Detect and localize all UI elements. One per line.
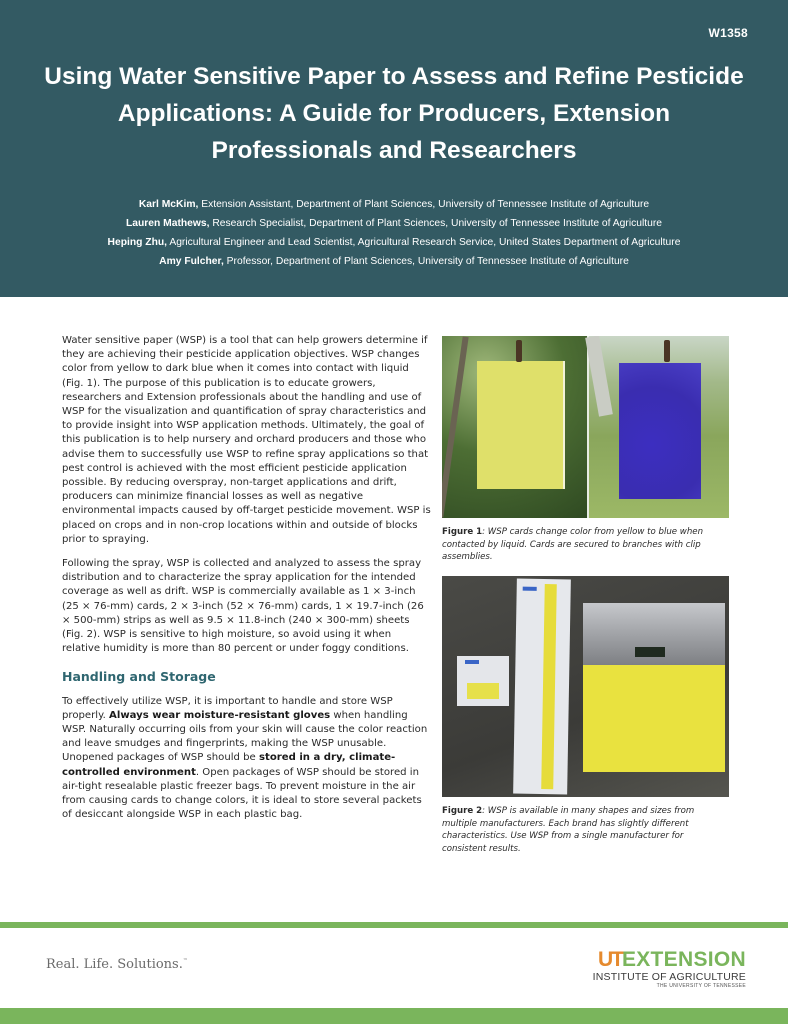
caption-text: : WSP is available in many shapes and sizes from multiple manufacturers. Each brand has slightly different characteristics. Use WSP from a single manufacturer for consistent results.	[442, 806, 695, 854]
author-affiliation: Professor, Department of Plant Sciences, University of Tennessee Institute of Agriculture	[223, 256, 629, 267]
emphasis-storage: stored in a dry, climate-controlled environment	[62, 752, 396, 778]
logo-institute-text: INSTITUTE OF AGRICULTURE	[592, 971, 746, 983]
brand-logo-icon	[523, 587, 537, 591]
author-line	[20, 214, 768, 233]
handling-paragraph	[62, 695, 432, 823]
figure-2	[442, 576, 729, 855]
tagline	[46, 957, 188, 972]
wsp-sheet-bag	[583, 603, 725, 665]
title-banner	[0, 0, 788, 297]
availability-paragraph: Following the spray, WSP is collected and analyzed to assess the spray distribution and to characterize the spray application for the intended coverage as well as drift. WSP is commercially available as 1 × 3-inch (25 × 76-mm) cards, 2 × 3-inch (52 × 76-mm) cards, 1 × 19.7-inch (26 × 500-mm) strips as well as 9.5 × 11.8-inch (240 × 300-mm) sheets (Fig. 2). WSP is sensitive to high moisture, so avoid using it when relative humidity is more than 80 percent or under foggy conditions.	[62, 558, 424, 655]
figure-label: Figure 2	[442, 806, 483, 816]
author-name: Amy Fulcher,	[159, 256, 224, 267]
author-affiliation: Extension Assistant, Department of Plant Sciences, University of Tennessee Institute of Agriculture	[198, 199, 650, 210]
author-affiliation: Agricultural Engineer and Lead Scientist, Agricultural Research Service, United States Department of Agriculture	[167, 237, 681, 248]
publication-number: W1358	[708, 26, 748, 40]
trademark-mark: ™	[182, 958, 188, 964]
caption-text: : WSP cards change color from yellow to blue when contacted by liquid. Cards are secured to branches with clip assemblies.	[442, 527, 704, 563]
emphasis-gloves: Always wear moisture-resistant gloves	[109, 709, 331, 721]
figure-1	[442, 336, 729, 564]
figure-label: Figure 1	[442, 527, 483, 537]
author-line	[20, 233, 768, 252]
ut-logo-icon: UT	[597, 948, 622, 971]
bag-label	[635, 647, 665, 657]
text-run: . Open packages of WSP should be stored in air-tight resealable plastic freezer bags. To prevent moisture in the air from causing cards to change colors, it is ideal to store several packets of desiccant alongside WSP in each plastic bag.	[62, 766, 422, 821]
body-text-column	[62, 334, 432, 833]
author-name: Heping Zhu,	[107, 237, 168, 248]
footer-bar	[0, 1008, 788, 1024]
author-name: Karl McKim,	[138, 199, 199, 210]
wsp-sheet	[583, 665, 725, 772]
figure-2-photo	[442, 576, 729, 797]
wsp-strip	[541, 584, 557, 789]
wsp-strip-package	[513, 579, 571, 795]
author-line	[20, 195, 768, 214]
intro-paragraph: Water sensitive paper (WSP) is a tool that can help growers determine if they are achieving their pesticide application objectives. WSP changes color from yellow to dark blue when it comes into contact with liquid (Fig. 1). The purpose of this publication is to educate growers, researchers and Extension professionals about the handling and use of WSP for the visualization and quantification of spray characteristics and to provide insight into WSP application methods. Ultimately, the goal of this publication is to help nursery and orchard producers and those who advise them to successfully use WSP to refine spray applications so that pest control is achieved with the most efficient pesticide application possible. By reducing overspray, non-target applications and drift, producers can minimize financial losses as well as negative environmental impacts caused by off-target pesticide movement. WSP is placed on crops and in non-crop locations within and outside of blocks prior to spraying.	[62, 335, 431, 545]
author-line	[20, 252, 768, 271]
wsp-card	[467, 683, 499, 699]
footer-divider	[0, 922, 788, 928]
blue-wsp-card	[619, 363, 701, 499]
yellow-wsp-card	[477, 361, 565, 489]
ut-extension-logo	[576, 949, 746, 990]
clip-icon	[664, 340, 670, 362]
document-title: Using Water Sensitive Paper to Assess and Refine Pesticide Applications: A Guide for Producers, Extension Professionals and Researchers	[44, 63, 744, 164]
figure-1-caption	[442, 526, 729, 564]
logo-university-text: THE UNIVERSITY OF TENNESSEE	[656, 983, 746, 989]
author-list	[20, 195, 768, 271]
brand-logo-icon	[465, 660, 479, 664]
clip-icon	[516, 340, 522, 362]
logo-extension-text: EXTENSION	[621, 948, 746, 971]
figure-2-caption	[442, 805, 729, 855]
wsp-card-package	[457, 656, 509, 706]
figure-1-photo	[442, 336, 729, 518]
author-affiliation: Research Specialist, Department of Plant Sciences, University of Tennessee Institute of Agriculture	[209, 218, 663, 229]
section-heading-handling-storage: Handling and Storage	[62, 669, 216, 685]
tagline-text: Real. Life. Solutions.	[46, 957, 183, 972]
logo-wordmark	[576, 949, 746, 971]
text-run: when handling WSP. Naturally occurring oils from your skin will cause the color reaction and leave smudges and fingerprints, making the WSP unusable. Unopened packages of WSP should be	[62, 709, 428, 764]
author-name: Lauren Mathews,	[125, 218, 210, 229]
text-run: To effectively utilize WSP, it is important to handle and store WSP properly.	[62, 695, 393, 721]
